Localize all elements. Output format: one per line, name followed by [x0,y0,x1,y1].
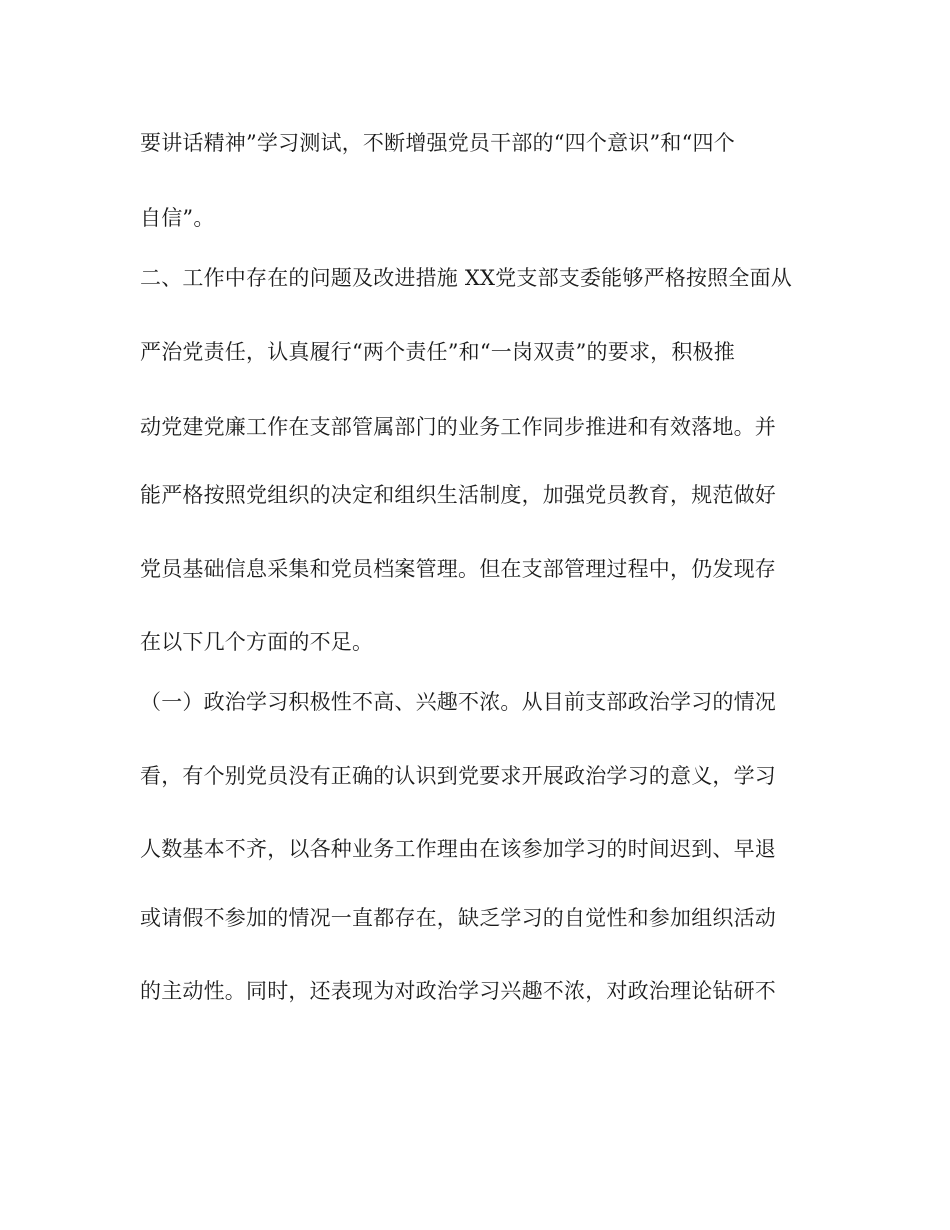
subsection-heading-line: （一）政治学习积极性不高、兴趣不浓。从目前支部政治学习的情况 [140,690,776,714]
text-line: 的主动性。同时，还表现为对政治学习兴趣不浓，对政治理论钻研不 [140,979,776,1003]
text-line: 要讲话精神”学习测试，不断增强党员干部的“四个意识”和“四个 [140,131,735,155]
text-line: 人数基本不齐，以各种业务工作理由在该参加学习的时间迟到、早退 [140,837,776,861]
text-line: 严治党责任，认真履行“两个责任”和“一岗双责”的要求，积极推 [140,340,735,364]
text-line: 在以下几个方面的不足。 [140,630,374,654]
section-heading-line: 二、工作中存在的问题及改进措施 XX党支部支委能够严格按照全面从 [140,266,792,290]
text-line: 自信”。 [140,206,215,230]
text-line: 或请假不参加的情况一直都存在，缺乏学习的自觉性和参加组织活动 [140,906,776,930]
text-line: 动党建党廉工作在支部管属部门的业务工作同步推进和有效落地。并 [140,415,776,439]
text-line: 看，有个别党员没有正确的认识到党要求开展政治学习的意义，学习 [140,764,776,788]
text-line: 能严格按照党组织的决定和组织生活制度，加强党员教育，规范做好 [140,483,776,507]
text-line: 党员基础信息采集和党员档案管理。但在支部管理过程中，仍发现存 [140,557,776,581]
